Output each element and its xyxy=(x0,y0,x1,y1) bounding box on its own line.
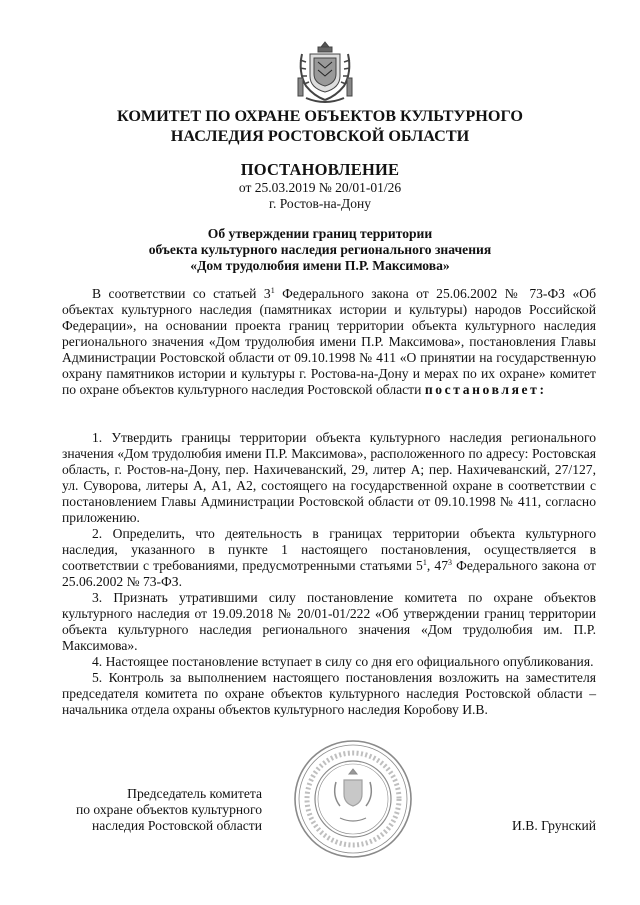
organization-line: КОМИТЕТ ПО ОХРАНЕ ОБЪЕКТОВ КУЛЬТУРНОГО xyxy=(117,107,523,125)
signatory-title-line: по охране объектов культурного xyxy=(75,802,262,817)
official-seal-icon xyxy=(292,738,414,860)
resolution-items xyxy=(62,430,596,718)
organization-name xyxy=(60,106,580,146)
document-date-number: от 25.03.2019 № 20/01-01/26 xyxy=(238,180,402,195)
item-text: Федерального закона от 25.06.2002 № 73-ФЗ. xyxy=(62,558,596,589)
document-subject xyxy=(60,226,580,274)
item-text: 2. Определить, что деятельность в границах территории объекта культурного наследия, указанного в пункте 1 настоящего постановления, осуществляется в соответствии с требованиями, предусмотренными статьями 5 xyxy=(62,526,596,573)
preamble-paragraph xyxy=(62,286,596,398)
resolution-item-3: 3. Признать утратившими силу постановление комитета по охране объектов культурного наследия от 19.09.2018 № 20/01-01/222 «Об утверждении границ территории объекта культурного наследия регионального значения «Дом трудолюбия им. П.Р. Максимова». xyxy=(62,590,596,653)
subject-line: «Дом трудолюбия имени П.Р. Максимова» xyxy=(190,258,450,273)
superscript: 1 xyxy=(270,286,275,295)
signatory-title-line: Председатель комитета xyxy=(127,786,262,801)
preamble-text: В соответствии со статьей 3 xyxy=(92,286,271,301)
organization-line: НАСЛЕДИЯ РОСТОВСКОЙ ОБЛАСТИ xyxy=(170,127,470,145)
superscript: 1 xyxy=(422,558,427,567)
document-type: ПОСТАНОВЛЕНИЕ xyxy=(240,160,400,179)
subject-line: Об утверждении границ территории xyxy=(207,226,433,241)
signatory-name: И.В. Грунский xyxy=(512,818,596,833)
resolution-item-2 xyxy=(62,526,596,590)
subject-line: объекта культурного наследия регионального значения xyxy=(148,242,492,257)
resolution-item-1: 1. Утвердить границы территории объекта культурного наследия регионального значения «Дом трудолюбия имени П.Р. Максимова», расположенного по адресу: Ростовская область, г. Ростов-на-Дону, пер. Нахичеванский, 29, литер А; пер. Нахичеванский, 27/127, ул. Суворова, литеры А, А1, А2, состоящего на государственной охране в соответствии с постановлением Главы Администрации Ростовской области от 09.10.1998 № 411, согласно приложению. xyxy=(62,430,596,525)
resolution-item-5: 5. Контроль за выполнением настоящего постановления возложить на заместителя председателя комитета по охране объектов культурного наследия Ростовской области – начальника отдела охраны объектов культурного наследия Коробову И.В. xyxy=(62,670,596,717)
signatory-title-line: наследия Ростовской области xyxy=(92,818,262,833)
document-city: г. Ростов-на-Дону xyxy=(268,196,371,211)
resolves-keyword: постановляет: xyxy=(424,382,547,397)
signatory-title xyxy=(62,786,262,834)
item-text: , 47 xyxy=(426,558,448,573)
coat-of-arms-icon xyxy=(296,40,354,106)
superscript: 3 xyxy=(448,558,452,567)
resolution-item-4: 4. Настоящее постановление вступает в силу со дня его официального опубликования. xyxy=(92,654,594,669)
preamble-text: Федерального закона от 25.06.2002 № 73-ФЗ «Об объектах культурного наследия (памятниках истории и культуры) народов Российской Федерации», на основании проекта границ территории объекта культурного наследия регионального значения «Дом трудолюбия имени П.Р. Максимова», постановления Главы Администрации Ростовской области от 09.10.1998 № 411 «О принятии на государственную охрану памятников истории и культуры г. Ростова-на-Дону и мерах по их охране» комитет по охране объектов культурного наследия Ростовской области xyxy=(62,286,596,397)
